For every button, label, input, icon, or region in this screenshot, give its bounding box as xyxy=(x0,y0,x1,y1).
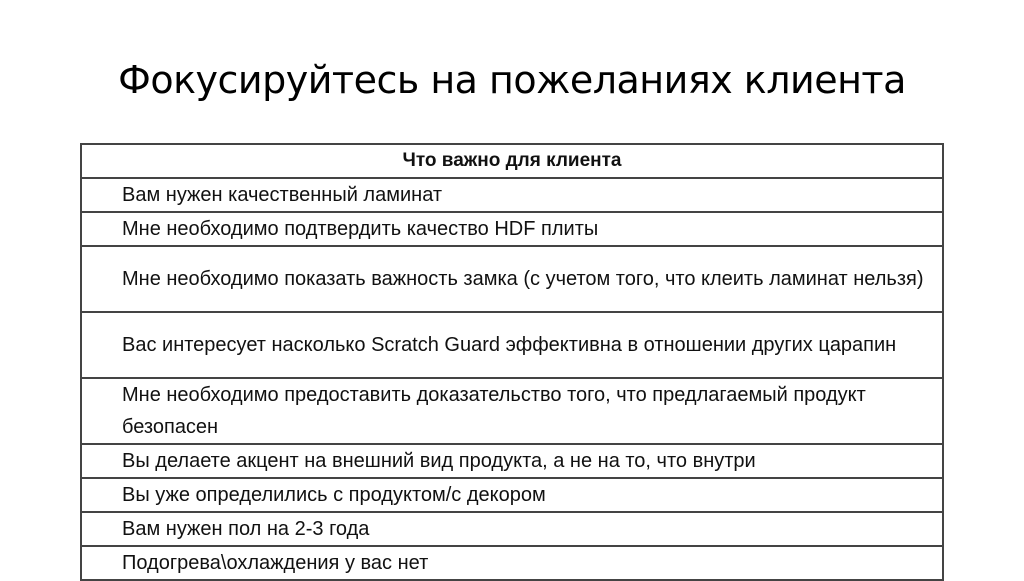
table-cell: Вам нужен пол на 2-3 года xyxy=(81,512,943,546)
table-row xyxy=(81,312,943,378)
table-row xyxy=(81,178,943,212)
table-row xyxy=(81,444,943,478)
table-header: Что важно для клиента xyxy=(81,144,943,178)
table-cell: Мне необходимо показать важность замка (с учетом того, что клеить ламинат нельзя) xyxy=(81,246,943,312)
table-header-row xyxy=(81,144,943,178)
table-cell: Мне необходимо предоставить доказательство того, что предлагаемый продукт безопасен xyxy=(81,378,943,444)
table-cell: Подогрева\охлаждения у вас нет xyxy=(81,546,943,580)
table-row xyxy=(81,212,943,246)
table-row xyxy=(81,512,943,546)
table-cell: Вы уже определились с продуктом/с декором xyxy=(81,478,943,512)
table-cell: Мне необходимо подтвердить качество HDF плиты xyxy=(81,212,943,246)
table-cell: Вы делаете акцент на внешний вид продукта, а не на то, что внутри xyxy=(81,444,943,478)
table-row xyxy=(81,478,943,512)
table-row xyxy=(81,378,943,444)
table-cell: Вас интересует насколько Scratch Guard эффективна в отношении других царапин xyxy=(81,312,943,378)
slide-title: Фокусируйтесь на пожеланиях клиента xyxy=(118,58,906,102)
client-needs-table xyxy=(80,143,944,581)
table-cell: Вам нужен качественный ламинат xyxy=(81,178,943,212)
table-row xyxy=(81,246,943,312)
table-row xyxy=(81,546,943,580)
